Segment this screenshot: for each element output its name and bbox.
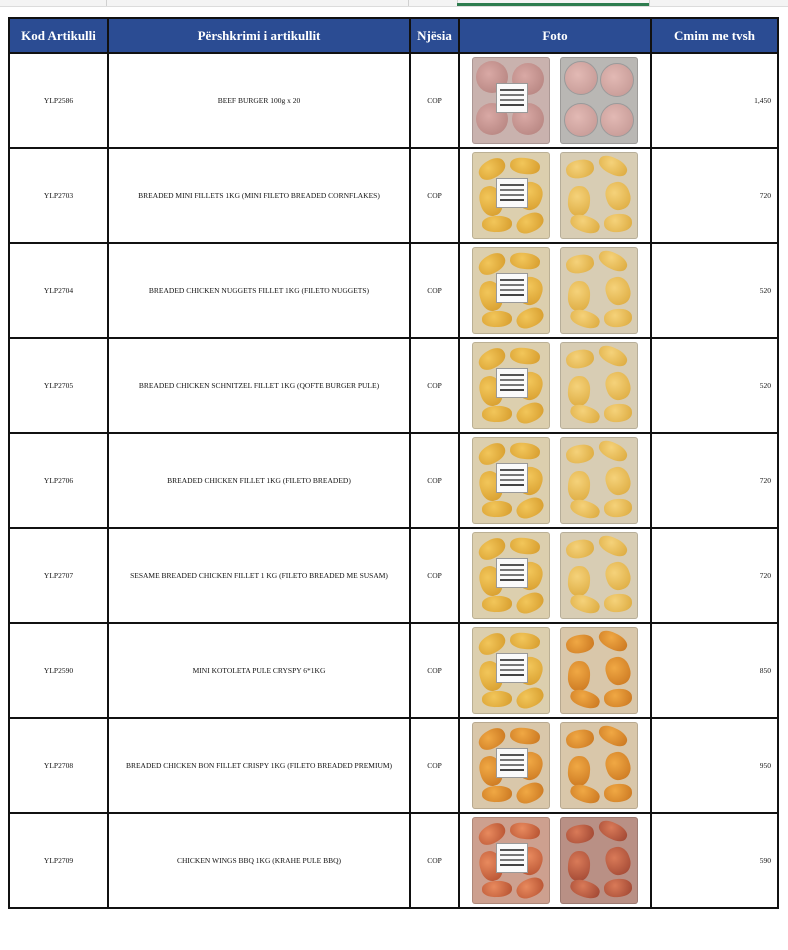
description-cell: CHICKEN WINGS BBQ 1KG (KRAHE PULE BBQ) (108, 813, 410, 908)
photo-cell (459, 623, 651, 718)
breaded-product-pack-photo (472, 342, 550, 429)
description-cell: BREADED CHICKEN BON FILLET CRISPY 1KG (FILETO BREADED PREMIUM) (108, 718, 410, 813)
price-cell: 720 (651, 433, 778, 528)
table-row (9, 53, 778, 148)
code-cell: YLP2705 (9, 338, 108, 433)
breaded-product-pack-photo (472, 247, 550, 334)
price-cell: 720 (651, 148, 778, 243)
unit-cell: COP (410, 243, 459, 338)
unit-cell: COP (410, 338, 459, 433)
beef-burger-pack-photo (560, 57, 638, 144)
table-row (9, 338, 778, 433)
spreadsheet-top-strip (0, 0, 788, 7)
breaded-product-pack-photo (560, 152, 638, 239)
code-cell: YLP2707 (9, 528, 108, 623)
photo-cell (459, 53, 651, 148)
table-row (9, 433, 778, 528)
description-cell: MINI KOTOLETA PULE CRYSPY 6*1KG (108, 623, 410, 718)
breaded-product-pack-photo (472, 532, 550, 619)
price-cell: 1,450 (651, 53, 778, 148)
bbq-wings-pack-photo (472, 817, 550, 904)
header-photo: Foto (459, 18, 651, 53)
header-price: Cmim me tvsh (651, 18, 778, 53)
unit-cell: COP (410, 528, 459, 623)
description-cell: BREADED CHICKEN SCHNITZEL FILLET 1KG (QOFTE BURGER PULE) (108, 338, 410, 433)
table-row (9, 243, 778, 338)
photo-cell (459, 718, 651, 813)
code-cell: YLP2586 (9, 53, 108, 148)
unit-cell: COP (410, 53, 459, 148)
breaded-product-pack-photo (560, 437, 638, 524)
photo-cell (459, 338, 651, 433)
breaded-product-pack-photo (560, 342, 638, 429)
price-cell: 850 (651, 623, 778, 718)
unit-cell: COP (410, 623, 459, 718)
product-label-sticker (496, 178, 528, 208)
description-cell: BEEF BURGER 100g x 20 (108, 53, 410, 148)
price-cell: 520 (651, 338, 778, 433)
code-cell: YLP2706 (9, 433, 108, 528)
table-header-row (9, 18, 778, 53)
photo-cell (459, 528, 651, 623)
table-body (9, 53, 778, 908)
unit-cell: COP (410, 148, 459, 243)
price-cell: 590 (651, 813, 778, 908)
photo-cell (459, 243, 651, 338)
price-cell: 720 (651, 528, 778, 623)
description-cell: BREADED CHICKEN NUGGETS FILLET 1KG (FILETO NUGGETS) (108, 243, 410, 338)
product-label-sticker (496, 83, 528, 113)
product-price-table (8, 17, 779, 909)
description-cell: BREADED MINI FILLETS 1KG (MINI FILETO BREADED CORNFLAKES) (108, 148, 410, 243)
product-label-sticker (496, 558, 528, 588)
table-row (9, 148, 778, 243)
product-label-sticker (496, 463, 528, 493)
breaded-product-pack-photo (560, 532, 638, 619)
product-label-sticker (496, 843, 528, 873)
table-row (9, 813, 778, 908)
description-cell: BREADED CHICKEN FILLET 1KG (FILETO BREADED) (108, 433, 410, 528)
table-row (9, 623, 778, 718)
bbq-wings-pack-photo (560, 817, 638, 904)
breaded-product-pack-photo (472, 437, 550, 524)
price-cell: 520 (651, 243, 778, 338)
code-cell: YLP2704 (9, 243, 108, 338)
description-cell: SESAME BREADED CHICKEN FILLET 1 KG (FILETO BREADED ME SUSAM) (108, 528, 410, 623)
beef-burger-pack-photo (472, 57, 550, 144)
photo-cell (459, 433, 651, 528)
crispy-product-pack-photo (560, 627, 638, 714)
photo-cell (459, 813, 651, 908)
code-cell: YLP2703 (9, 148, 108, 243)
product-label-sticker (496, 368, 528, 398)
crispy-product-pack-photo (472, 722, 550, 809)
product-label-sticker (496, 748, 528, 778)
unit-cell: COP (410, 813, 459, 908)
breaded-product-pack-photo (472, 152, 550, 239)
code-cell: YLP2709 (9, 813, 108, 908)
breaded-product-pack-photo (560, 247, 638, 334)
breaded-product-pack-photo (472, 627, 550, 714)
table-row (9, 718, 778, 813)
selected-column-indicator (457, 3, 649, 6)
header-code: Kod Artikulli (9, 18, 108, 53)
crispy-product-pack-photo (560, 722, 638, 809)
code-cell: YLP2708 (9, 718, 108, 813)
table-row (9, 528, 778, 623)
product-label-sticker (496, 273, 528, 303)
code-cell: YLP2590 (9, 623, 108, 718)
photo-cell (459, 148, 651, 243)
unit-cell: COP (410, 433, 459, 528)
header-description: Përshkrimi i artikullit (108, 18, 410, 53)
header-unit: Njësia (410, 18, 459, 53)
price-cell: 950 (651, 718, 778, 813)
unit-cell: COP (410, 718, 459, 813)
product-label-sticker (496, 653, 528, 683)
